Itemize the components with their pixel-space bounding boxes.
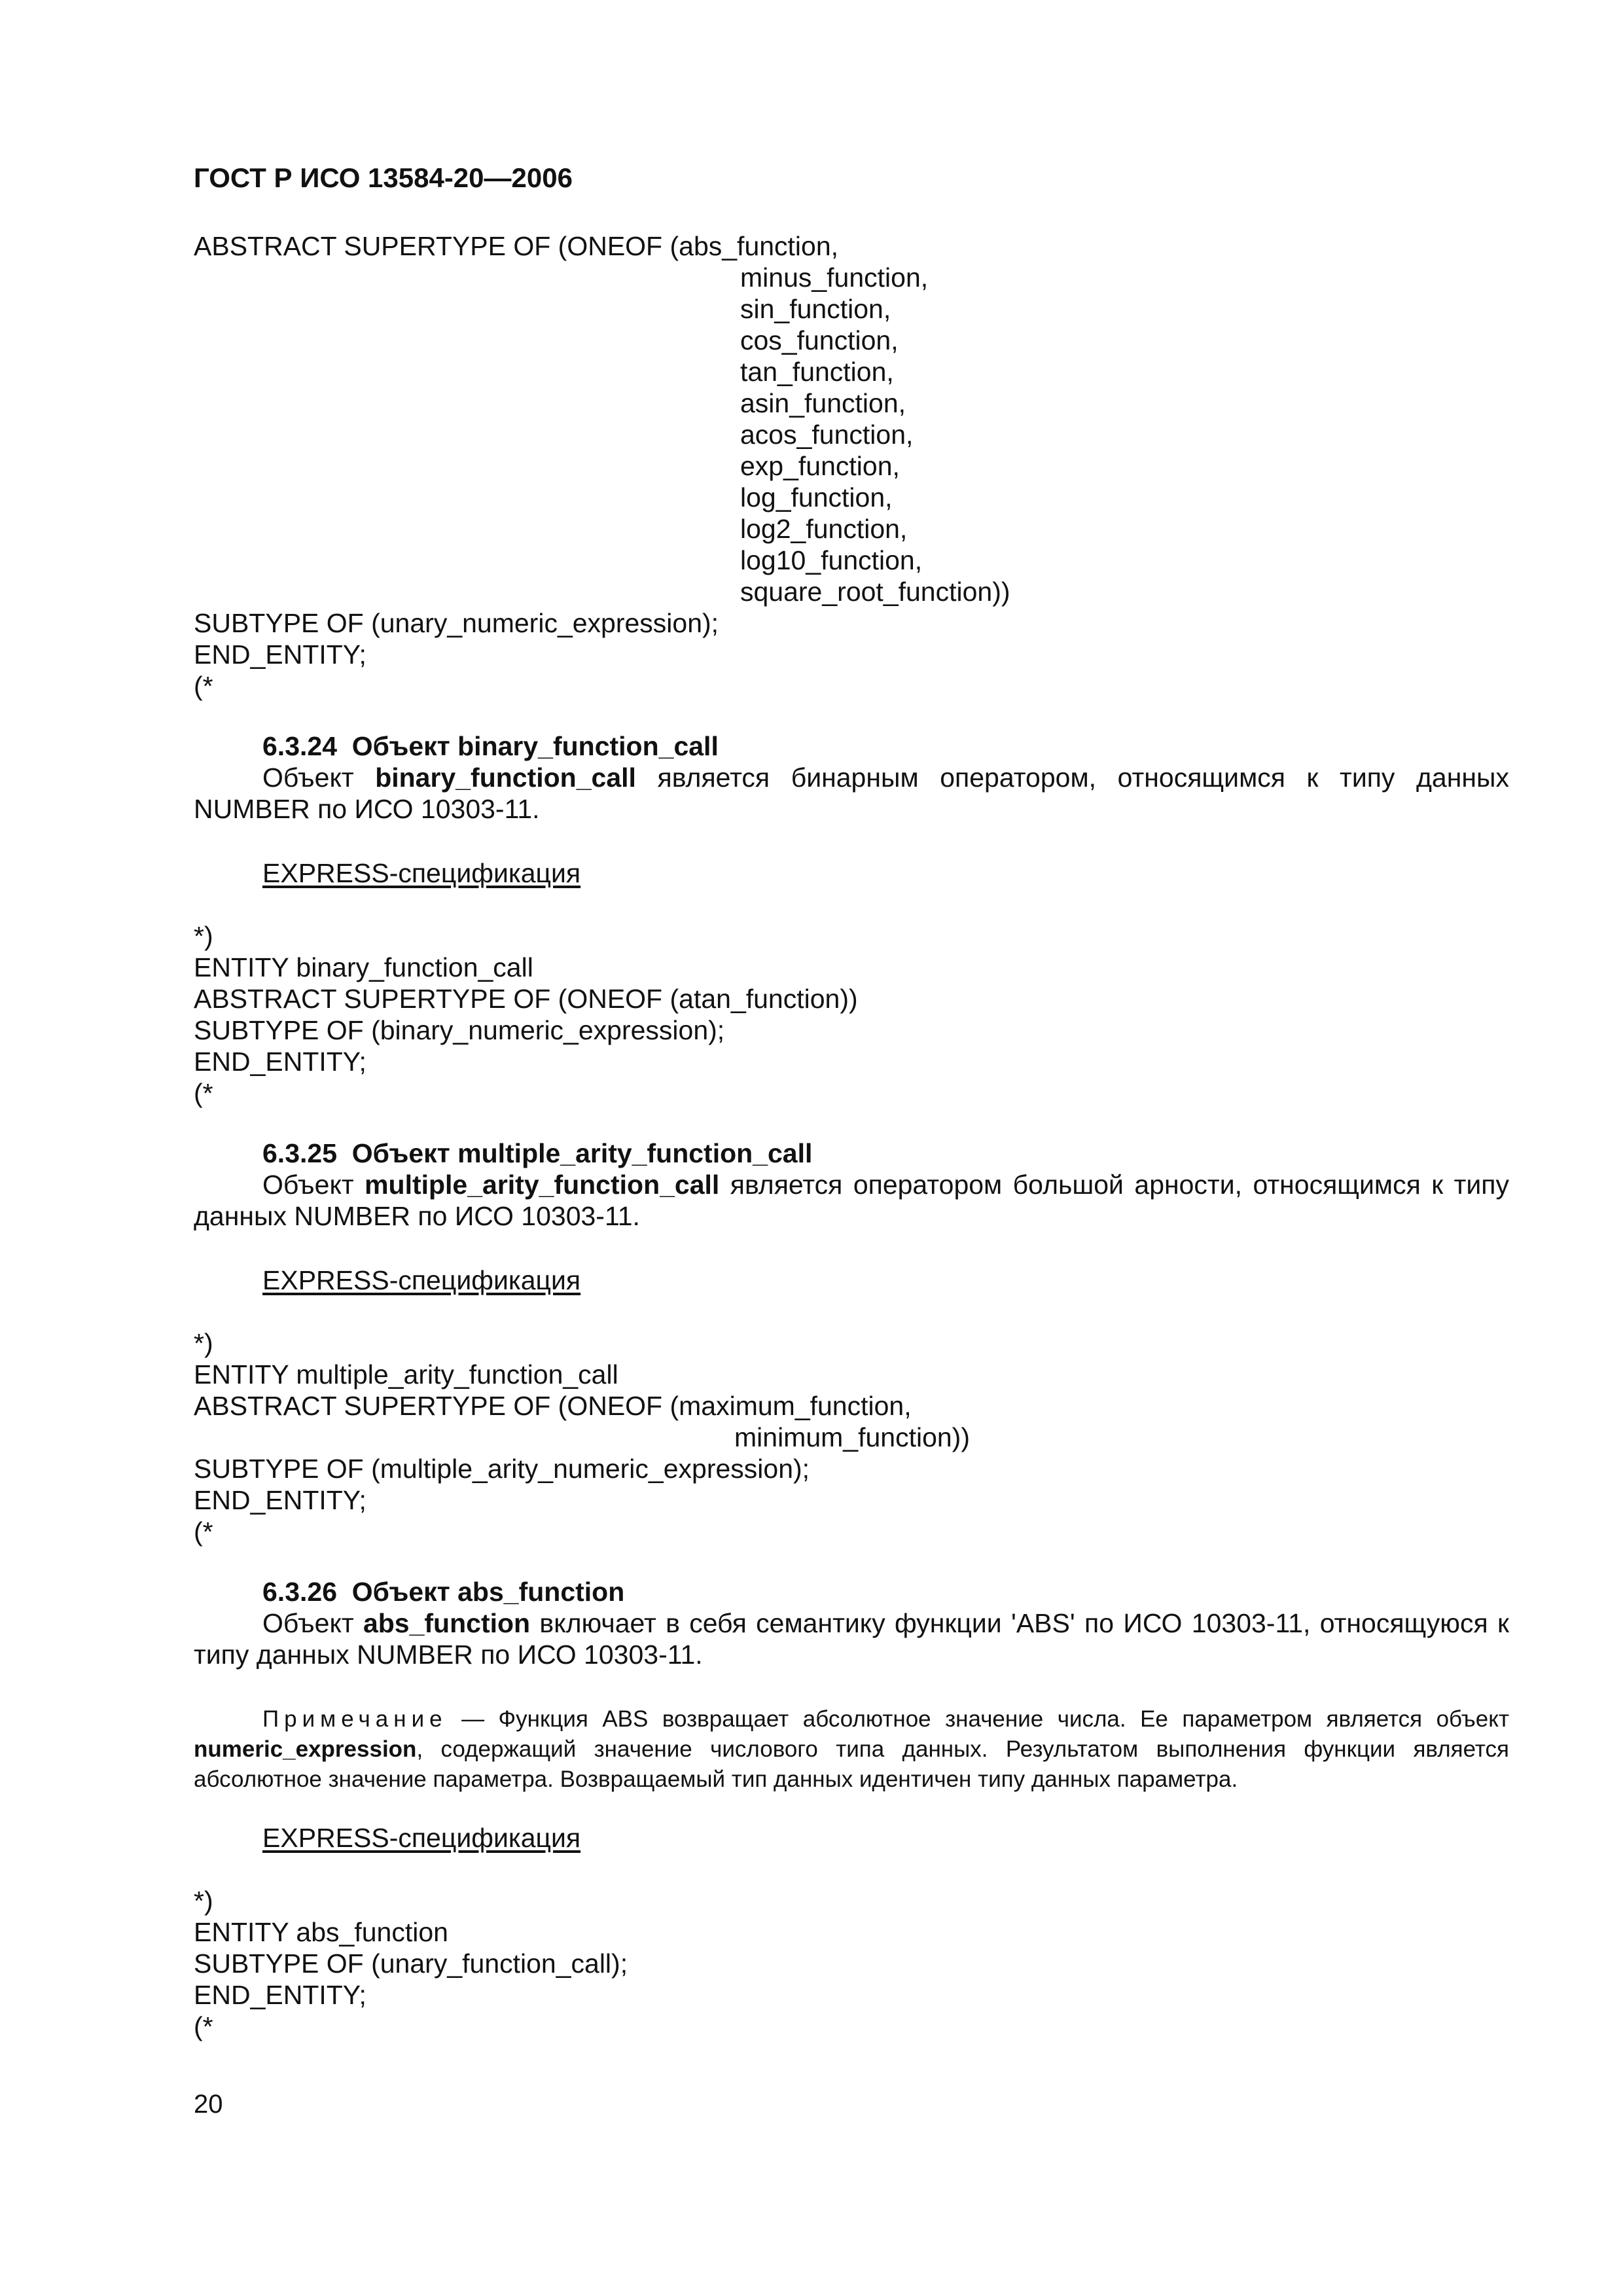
- code-line: (*: [194, 1078, 213, 1108]
- section-paragraph: [194, 1169, 1509, 1232]
- code-line: (*: [194, 1516, 213, 1547]
- code-line: END_ENTITY;: [194, 1485, 366, 1515]
- document-header: ГОСТ Р ИСО 13584-20—2006: [194, 162, 573, 193]
- section-heading: 6.3.24 Объект binary_function_call: [262, 731, 719, 761]
- entity-name: abs_function: [363, 1608, 531, 1638]
- note-paragraph: [194, 1704, 1509, 1795]
- code-line: END_ENTITY;: [194, 1047, 366, 1077]
- code-line: sin_function,: [740, 294, 891, 324]
- para-text: является оператором большой арности, относящимся к типу данных NUMBER по ИСО 10303-11.: [194, 1170, 1509, 1231]
- code-line: ABSTRACT SUPERTYPE OF (ONEOF (abs_function,: [194, 231, 839, 261]
- code-line: END_ENTITY;: [194, 1980, 366, 2010]
- code-line: ENTITY binary_function_call: [194, 952, 533, 982]
- express-spec-label: EXPRESS-спецификация: [262, 858, 581, 888]
- para-text: является бинарным оператором, относящимся к типу данных NUMBER по ИСО 10303-11.: [194, 762, 1509, 824]
- note-text: , содержащий значение числового типа данных. Результатом выполнения функции является абсолютное значение параметра. Возвращаемый тип данных идентичен типу данных параметра.: [194, 1736, 1509, 1792]
- entity-name: binary_function_call: [375, 762, 636, 793]
- page-number: 20: [194, 2090, 223, 2119]
- code-line: log2_function,: [740, 514, 908, 544]
- code-line: ABSTRACT SUPERTYPE OF (ONEOF (atan_function)): [194, 984, 858, 1014]
- code-line: log10_function,: [740, 545, 923, 575]
- code-line: tan_function,: [740, 357, 894, 387]
- code-line: SUBTYPE OF (binary_numeric_expression);: [194, 1015, 725, 1045]
- section-heading: 6.3.26 Объект abs_function: [262, 1577, 625, 1607]
- code-line: (*: [194, 2011, 213, 2041]
- para-text: включает в себя семантику функции 'ABS' по ИСО 10303-11, относящуюся к типу данных NUMBER по ИСО 10303-11.: [194, 1608, 1509, 1670]
- note-text: — Функция ABS возвращает абсолютное значение числа. Ее параметром является объект: [447, 1706, 1509, 1732]
- code-line: acos_function,: [740, 420, 914, 450]
- code-line: SUBTYPE OF (unary_numeric_expression);: [194, 608, 719, 638]
- express-spec-label: EXPRESS-спецификация: [262, 1823, 581, 1853]
- code-line: square_root_function)): [740, 577, 1010, 607]
- code-line: cos_function,: [740, 325, 899, 355]
- code-line: SUBTYPE OF (multiple_arity_numeric_expression);: [194, 1454, 810, 1484]
- entity-name: numeric_expression: [194, 1736, 417, 1762]
- code-line: ABSTRACT SUPERTYPE OF (ONEOF (maximum_function,: [194, 1391, 912, 1421]
- code-line: END_ENTITY;: [194, 639, 366, 670]
- code-line: minus_function,: [740, 262, 929, 293]
- code-line: log_function,: [740, 482, 893, 512]
- code-line: ENTITY multiple_arity_function_call: [194, 1359, 618, 1390]
- section-paragraph: [194, 1607, 1509, 1670]
- code-line: asin_function,: [740, 388, 906, 418]
- section-paragraph: [194, 762, 1509, 825]
- code-line: minimum_function)): [734, 1422, 970, 1452]
- section-heading: 6.3.25 Объект multiple_arity_function_call: [262, 1138, 813, 1168]
- code-line: *): [194, 1886, 213, 1916]
- para-text: Объект: [262, 762, 376, 793]
- para-text: Объект: [262, 1170, 365, 1200]
- note-label: Примечание: [262, 1706, 448, 1732]
- code-line: SUBTYPE OF (unary_function_call);: [194, 1948, 628, 1979]
- code-line: *): [194, 1328, 213, 1358]
- code-line: ENTITY abs_function: [194, 1917, 448, 1947]
- code-line: exp_function,: [740, 451, 900, 481]
- entity-name: multiple_arity_function_call: [365, 1170, 720, 1200]
- para-text: Объект: [262, 1608, 363, 1638]
- express-spec-label: EXPRESS-спецификация: [262, 1265, 581, 1295]
- code-line: (*: [194, 671, 213, 701]
- code-line: *): [194, 921, 213, 951]
